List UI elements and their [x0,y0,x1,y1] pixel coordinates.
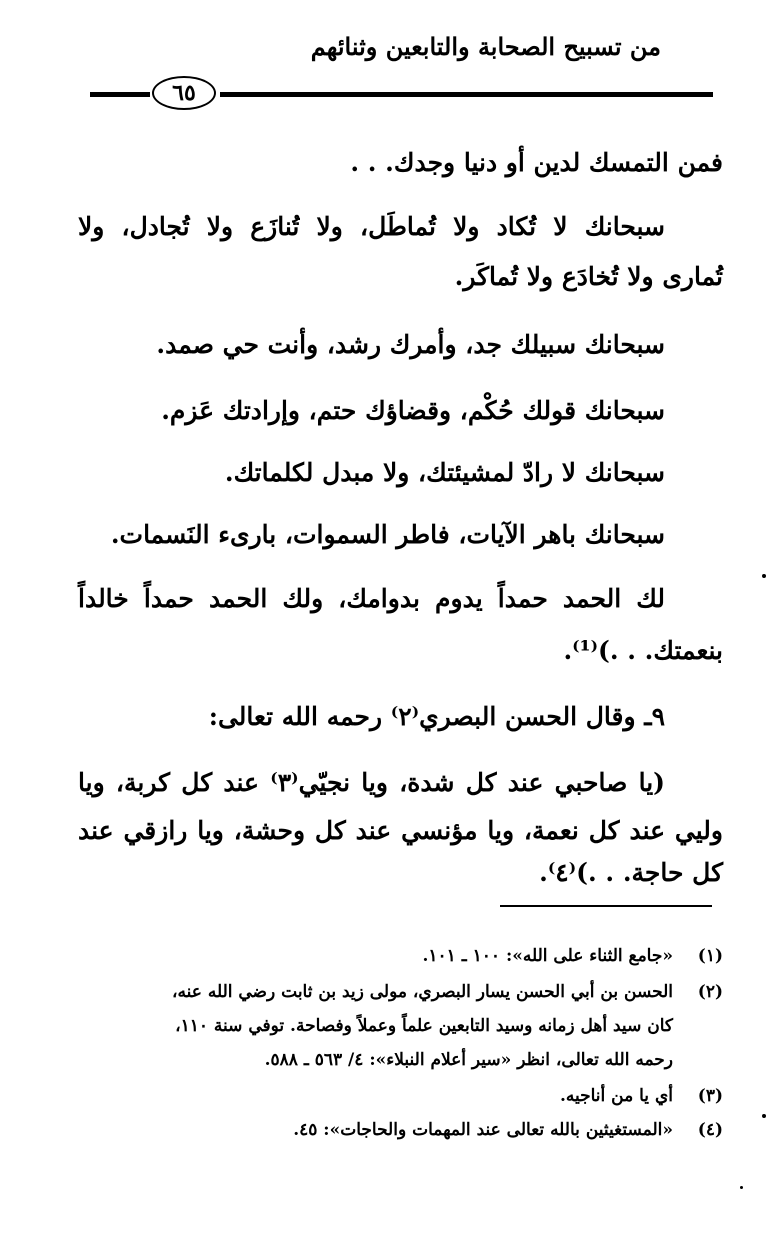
body-line: تُمارى ولا تُخادَع ولا تُماكَر. [454,262,723,291]
body-line: لك الحمد حمداً يدوم بدوامك، ولك الحمد حمداً خالداً [78,584,665,613]
footnote-text: الحسن بن أبي الحسن يسار البصري، مولى زيد بن ثابت رضي الله عنه، [172,982,673,1002]
scan-speck [762,1114,766,1118]
scan-speck [762,574,766,578]
footnote-text: «جامع الثناء على الله»: ١٠٠ ـ ١٠١. [422,946,673,966]
body-line: (يا صاحبي عند كل شدة، ويا نجيّي⁽٣⁾ عند كل كربة، ويا [78,768,665,797]
body-line: سبحانك لا تُكاد ولا تُماطَل، ولا تُنازَع ولا تُجادل، ولا [78,212,665,241]
footnote-text: «المستغيثين بالله تعالى عند المهمات والحاجات»: ٤٥. [293,1120,673,1140]
footnote-text: رحمه الله تعالى، انظر «سير أعلام النبلاء»: ٤/ ٥٦٣ ـ ٥٨٨. [264,1050,673,1070]
body-line: وليي عند كل نعمة، ويا مؤنسي عند كل وحشة، ويا رازقي عند [78,816,723,845]
body-line: سبحانك لا رادّ لمشيئتك، ولا مبدل لكلماتك. [224,458,665,487]
running-header: من تسبيح الصحابة والتابعين وثنائهم [310,32,661,61]
header-rule-left [90,92,150,97]
footnote-text: كان سيد أهل زمانه وسيد التابعين علماً وعملاً وفصاحة. توفي سنة ١١٠، [175,1016,673,1036]
footnote-number: (٤) [697,1120,723,1140]
body-line: سبحانك باهر الآيات، فاطر السموات، بارىء النَسمات. [110,520,665,549]
footnote-number: (١) [697,946,723,966]
body-line: سبحانك قولك حُكْم، وقضاؤك حتم، وإرادتك عَزم. [161,396,665,425]
body-line: كل حاجة. . .)⁽٤⁾. [539,858,723,887]
section-heading: ٩ـ وقال الحسن البصري⁽٢⁾ رحمه الله تعالى: [208,702,665,731]
footnote-number: (٢) [697,982,723,1002]
body-line: فمن التمسك لدين أو دنيا وجدك. . . [350,148,723,177]
body-line: سبحانك سبيلك جد، وأمرك رشد، وأنت حي صمد. [156,330,665,359]
body-line: بنعمتك. . .)⁽¹⁾. [563,636,723,665]
scan-speck [740,1186,743,1189]
footnote-separator [500,905,712,907]
footnote-text: أي يا من أناجيه. [559,1086,673,1106]
page-number: ٦٥ [152,76,216,110]
footnote-number: (٣) [697,1086,723,1106]
header-rule-right [220,92,713,97]
